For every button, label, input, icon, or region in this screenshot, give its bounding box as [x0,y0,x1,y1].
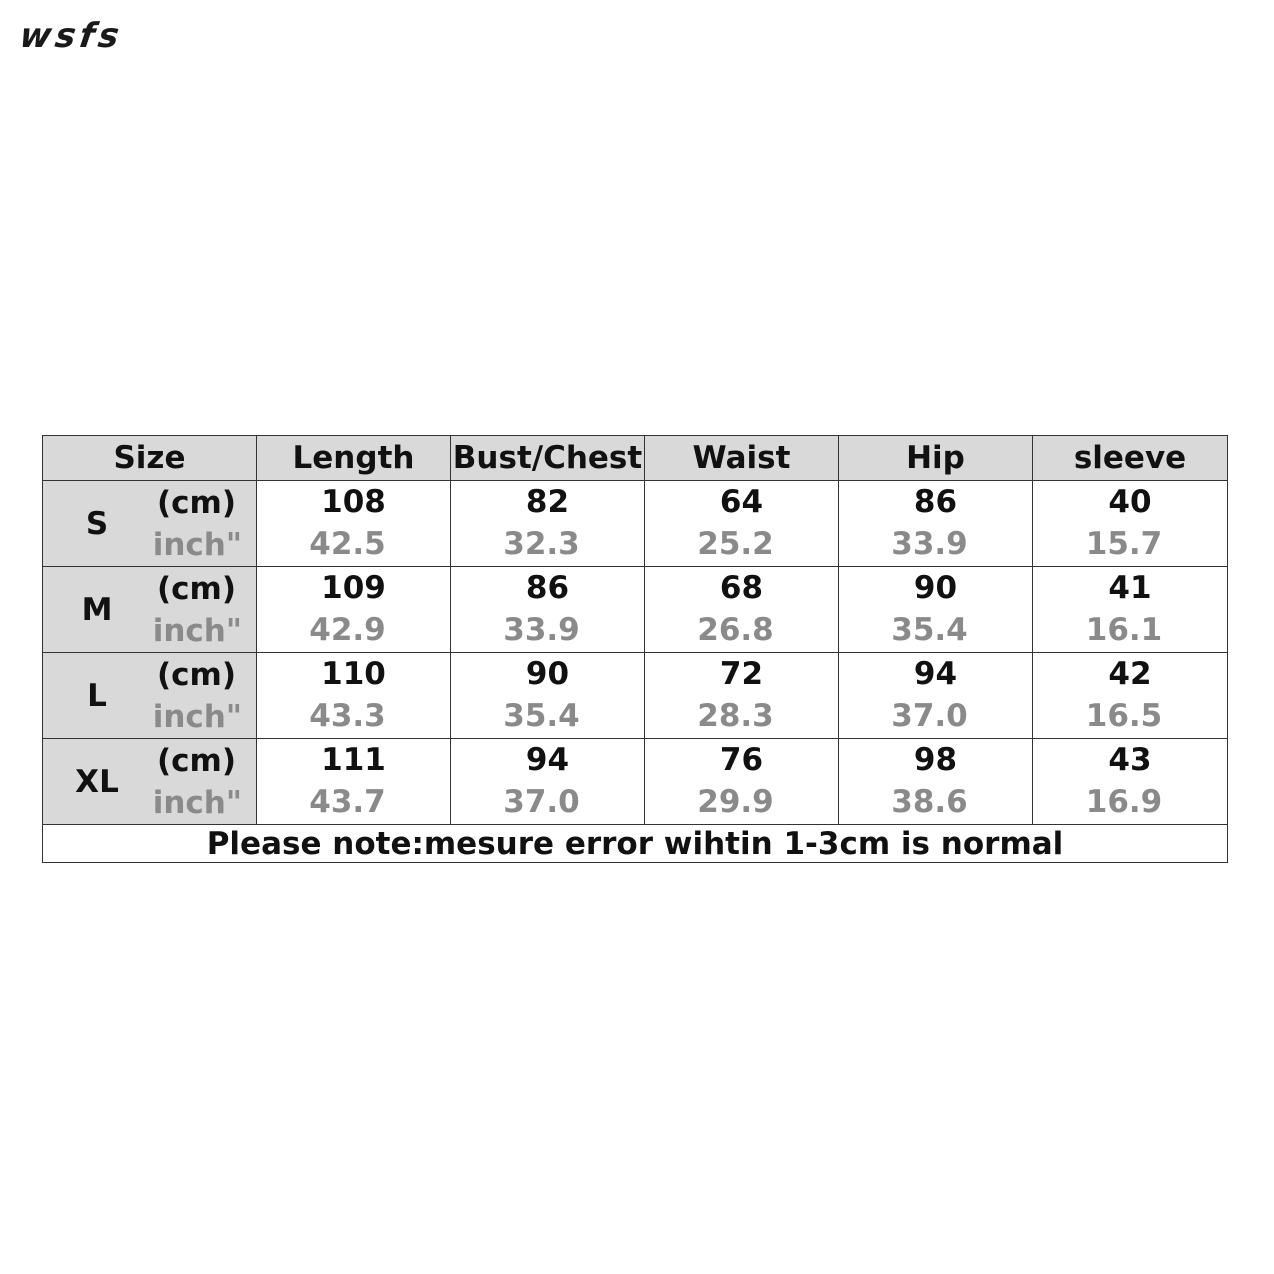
value-cm: 111 [321,742,386,778]
size-row-s [43,481,1228,567]
sleeve-cell [1033,481,1228,567]
bust-cell [451,481,645,567]
hip-cell [839,739,1033,825]
size-letter: XL [75,763,119,800]
length-cell [257,481,451,567]
size-label-cell [43,739,257,825]
value-cm: 94 [913,656,958,692]
length-cell [257,567,451,653]
bust-cell [451,739,645,825]
value-cm: 86 [913,484,958,520]
value-inch: 25.2 [697,526,774,562]
value-cm: 86 [525,570,570,606]
hip-cell [839,567,1033,653]
value-cm: 41 [1108,570,1152,606]
value-cm: 72 [719,656,764,692]
note-row [43,825,1228,863]
unit-cm-label: (cm) [156,485,236,521]
measurement-note: Please note:mesure error wihtin 1-3cm is normal [43,825,1228,863]
value-inch: 38.6 [891,784,968,820]
size-letter: L [87,677,107,714]
header-waist: Waist [645,436,839,481]
value-inch: 43.3 [309,698,386,734]
value-cm: 109 [321,570,386,606]
header-hip: Hip [839,436,1033,481]
value-inch: 33.9 [503,612,580,648]
value-inch: 29.9 [697,784,774,820]
size-row-l [43,653,1228,739]
bust-cell [451,567,645,653]
header-sleeve: sleeve [1033,436,1228,481]
unit-inch-label: inch" [152,613,242,649]
waist-cell [645,653,839,739]
value-cm: 43 [1108,742,1152,778]
size-letter: S [85,505,109,542]
value-cm: 42 [1108,656,1152,692]
value-inch: 37.0 [503,784,580,820]
value-cm: 76 [719,742,764,778]
sleeve-cell [1033,653,1228,739]
value-inch: 35.4 [503,698,580,734]
value-inch: 16.1 [1085,612,1163,648]
waist-cell [645,739,839,825]
hip-cell [839,653,1033,739]
waist-cell [645,481,839,567]
value-cm: 110 [321,656,386,692]
value-inch: 16.5 [1085,698,1163,734]
bust-cell [451,653,645,739]
unit-inch-label: inch" [152,527,242,563]
value-inch: 32.3 [503,526,580,562]
value-inch: 28.3 [697,698,774,734]
value-cm: 108 [321,484,386,520]
value-inch: 37.0 [891,698,968,734]
value-cm: 94 [525,742,570,778]
header-size: Size [43,436,257,481]
value-inch: 33.9 [891,526,968,562]
value-inch: 16.9 [1085,784,1163,820]
waist-cell [645,567,839,653]
size-label-cell [43,567,257,653]
header-length: Length [257,436,451,481]
length-cell [257,653,451,739]
header-bust-chest: Bust/Chest [451,436,645,481]
brand-logo: wsfs [17,16,126,56]
unit-cm-label: (cm) [156,743,236,779]
sleeve-cell [1033,739,1228,825]
sleeve-cell [1033,567,1228,653]
size-letter: M [81,591,113,628]
unit-inch-label: inch" [152,785,242,821]
value-cm: 90 [525,656,570,692]
value-cm: 98 [913,742,958,778]
value-inch: 26.8 [697,612,774,648]
size-row-xl [43,739,1228,825]
unit-cm-label: (cm) [156,657,236,693]
size-label-cell [43,653,257,739]
value-inch: 15.7 [1085,526,1163,562]
value-inch: 43.7 [309,784,386,820]
hip-cell [839,481,1033,567]
value-inch: 42.5 [309,526,386,562]
value-cm: 64 [719,484,764,520]
size-row-m [43,567,1228,653]
unit-inch-label: inch" [152,699,242,735]
value-cm: 90 [913,570,958,606]
value-inch: 35.4 [891,612,968,648]
value-cm: 82 [525,484,570,520]
length-cell [257,739,451,825]
size-label-cell [43,481,257,567]
value-inch: 42.9 [309,612,386,648]
value-cm: 68 [719,570,764,606]
header-row [43,436,1228,481]
size-chart-table [42,435,1228,863]
value-cm: 40 [1108,484,1152,520]
unit-cm-label: (cm) [156,571,236,607]
